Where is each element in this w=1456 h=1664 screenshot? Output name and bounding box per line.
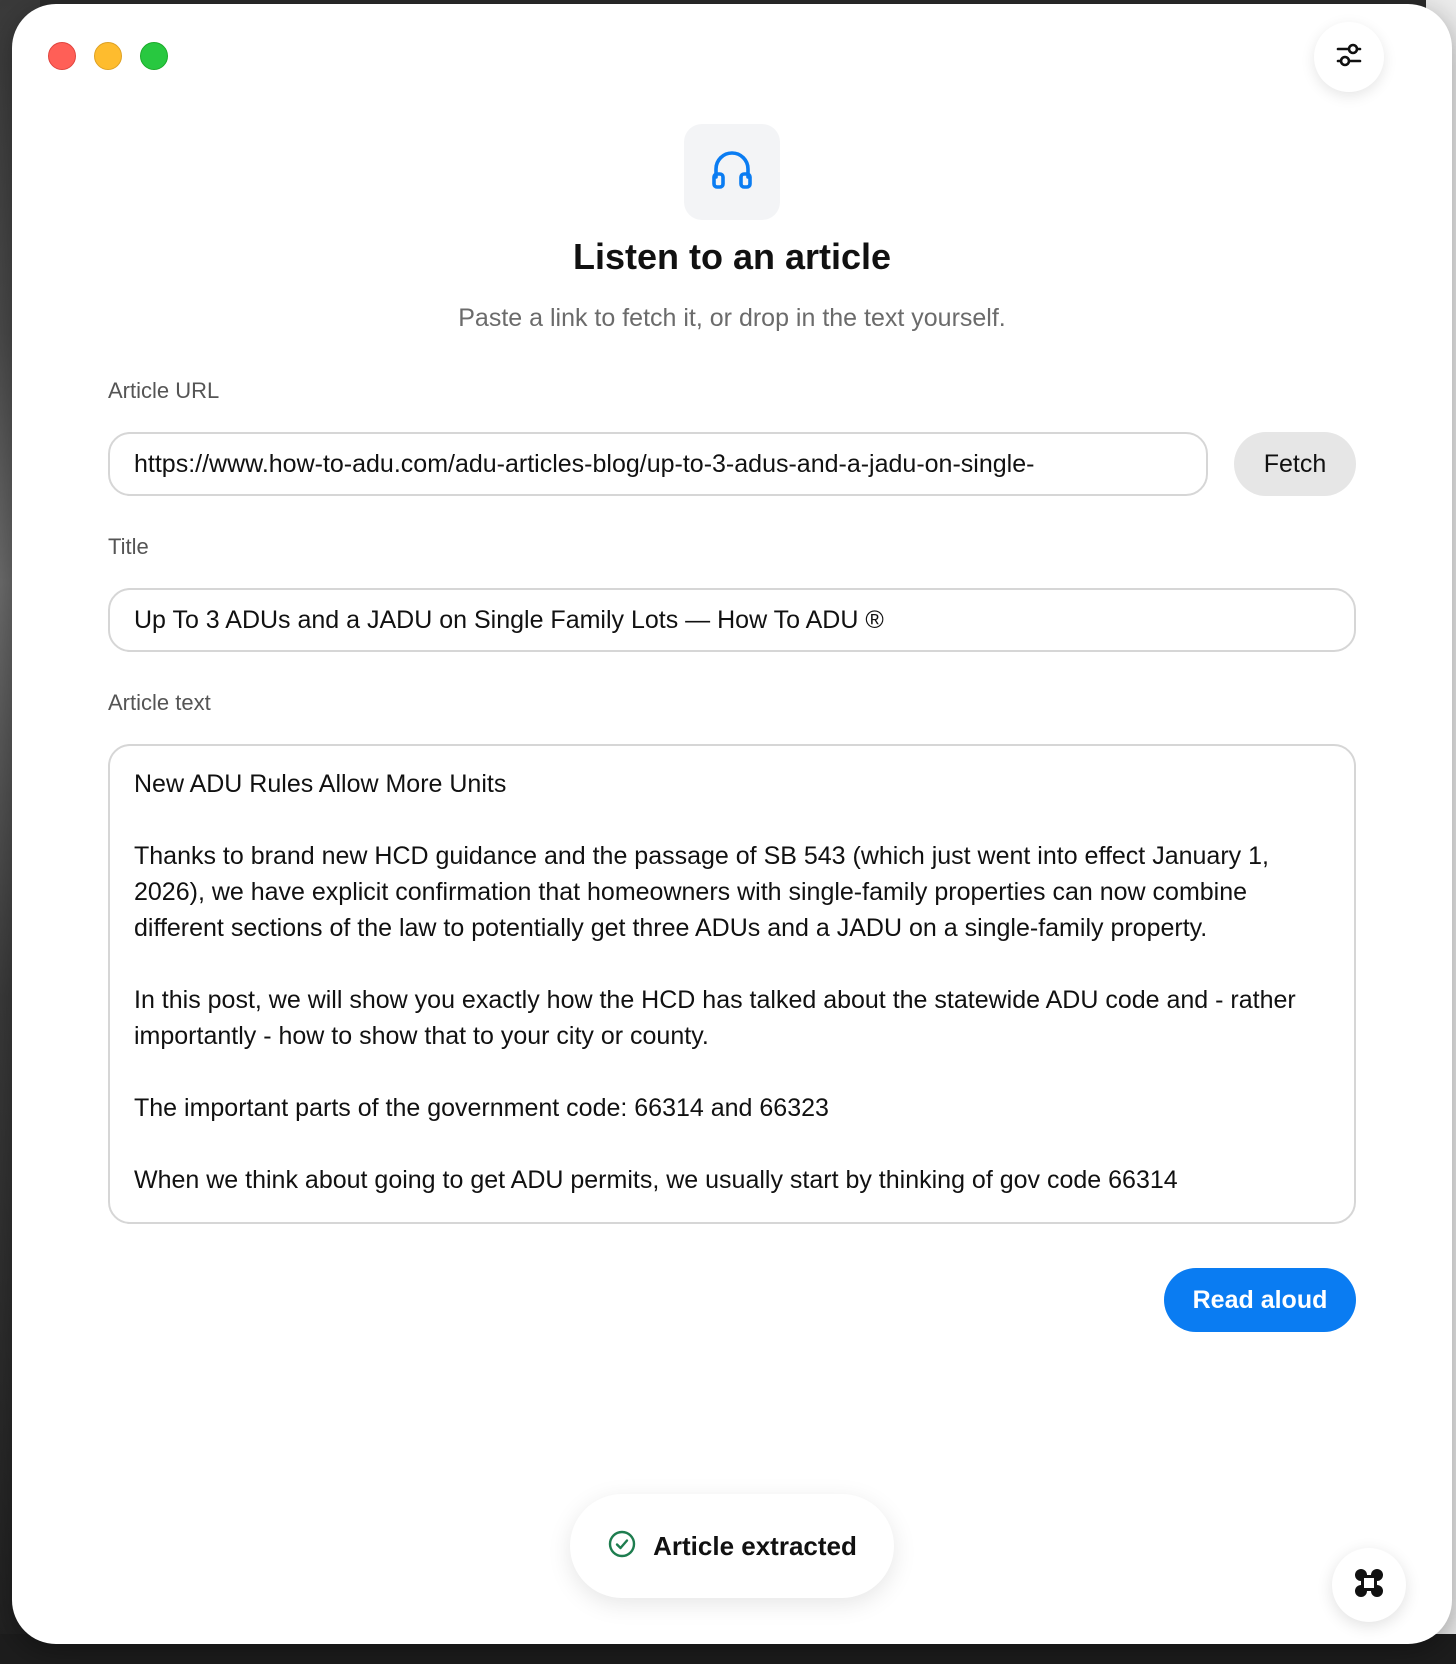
article-paragraph: New ADU Rules Allow More Units — [134, 770, 507, 798]
check-circle-icon — [607, 1529, 637, 1564]
traffic-lights — [48, 42, 168, 70]
url-field-label: Article URL — [108, 378, 220, 403]
article-paragraph: Thanks to brand new HCD guidance and the passage of SB 543 (which just went into effect January 1, 2026), we have explicit confirmation that homeowners with single-family properties can now combine different sections of the law to potentially get three ADUs and a JADU on a single-family property. — [134, 842, 1269, 942]
app-launcher-button[interactable] — [1332, 1548, 1406, 1622]
title-field-label: Title — [108, 534, 149, 559]
sliders-icon — [1334, 40, 1364, 75]
command-icon — [1351, 1565, 1387, 1606]
page-subtitle: Paste a link to fetch it, or drop in the text yourself. — [458, 304, 1006, 332]
hero-icon-tile — [684, 124, 780, 220]
article-text-area[interactable] — [108, 744, 1356, 1224]
toast-message: Article extracted — [653, 1530, 857, 1561]
toast-notification — [570, 1494, 894, 1598]
article-url-input[interactable] — [108, 432, 1208, 496]
headphones-icon — [709, 147, 755, 198]
article-paragraph: In this post, we will show you exactly how the HCD has talked about the statewide ADU code and - rather importantly - how to show that to your city or county. — [134, 986, 1296, 1050]
article-text-label: Article text — [108, 690, 211, 715]
settings-button[interactable] — [1314, 22, 1384, 92]
title-input[interactable] — [108, 588, 1356, 652]
article-paragraph: The important parts of the government code: 66314 and 66323 — [134, 1094, 829, 1122]
article-text-content — [110, 746, 1354, 1224]
fetch-button[interactable]: Fetch — [1234, 432, 1356, 496]
zoom-window-button[interactable] — [140, 42, 168, 70]
page-title: Listen to an article — [572, 236, 892, 277]
minimize-window-button[interactable] — [94, 42, 122, 70]
read-aloud-button[interactable]: Read aloud — [1164, 1268, 1356, 1332]
article-paragraph: When we think about going to get ADU permits, we usually start by thinking of gov code 66314 — [134, 1166, 1178, 1194]
close-window-button[interactable] — [48, 42, 76, 70]
app-window — [12, 4, 1452, 1644]
